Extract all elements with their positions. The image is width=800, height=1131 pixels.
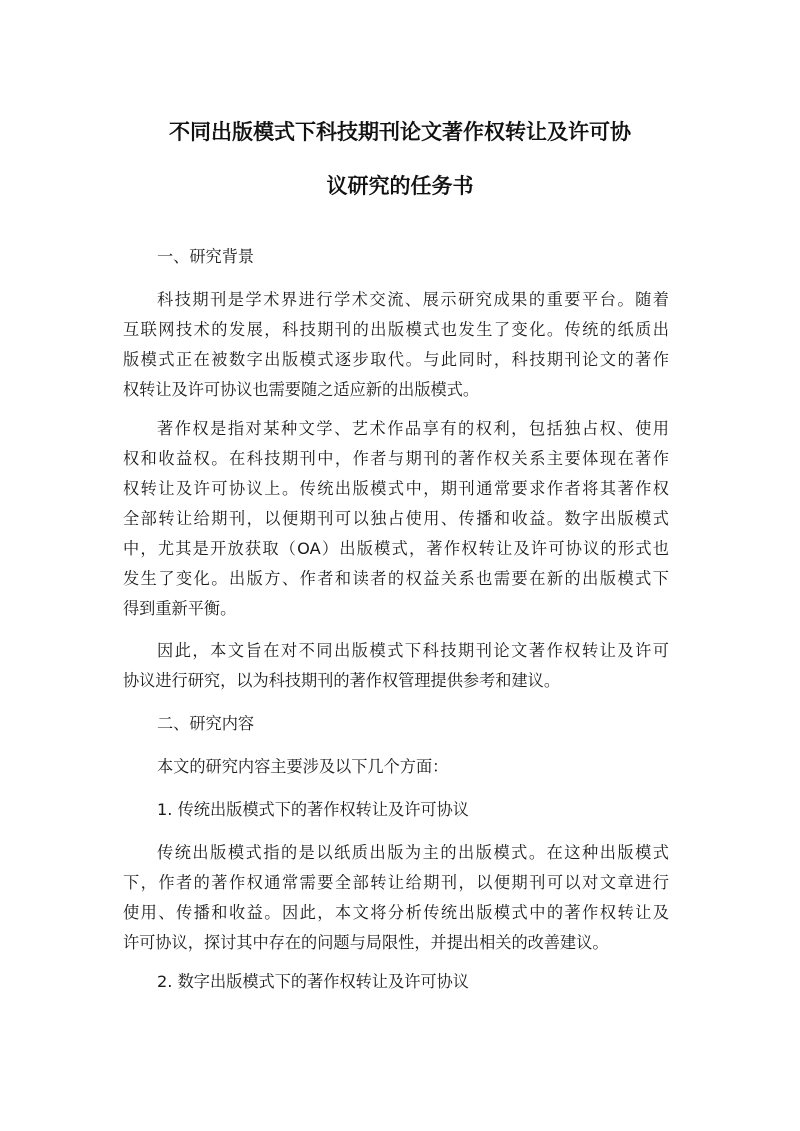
paragraph-background-3 (123, 636, 669, 696)
text-line: 协议进行研究，以为科技期刊的著作权管理提供参考和建议。 (123, 671, 561, 690)
paragraph-item-1 (123, 838, 669, 958)
text-line: 权转让及许可协议上。传统出版模式中，期刊通常要求作者将其著作权 (123, 479, 669, 498)
text-line: 著作权是指对某种文学、艺术作品享有的权利，包括独占权、使用 (157, 419, 669, 438)
section-heading-background: 一、研究背景 (157, 247, 255, 266)
paragraph-background-2 (123, 414, 669, 624)
item-1-heading: 1. 传统出版模式下的著作权转让及许可协议 (157, 800, 469, 819)
document-title-line-1: 不同出版模式下科技期刊论文著作权转让及许可协 (169, 120, 631, 144)
section-heading-content: 二、研究内容 (157, 714, 255, 733)
text-line: 权转让及许可协议也需要随之适应新的出版模式。 (123, 380, 480, 399)
text-line: 传统出版模式指的是以纸质出版为主的出版模式。在这种出版模式 (157, 843, 669, 862)
text-line: 发生了变化。出版方、作者和读者的权益关系也需要在新的出版模式下 (123, 569, 669, 588)
text-line: 许可协议，探讨其中存在的问题与局限性，并提出相关的改善建议。 (123, 933, 609, 952)
paragraph-background-1 (123, 285, 669, 405)
text-line: 因此，本文旨在对不同出版模式下科技期刊论文著作权转让及许可 (157, 641, 669, 660)
text-line: 下，作者的著作权通常需要全部转让给期刊，以便期刊可以对文章进行 (123, 873, 669, 892)
content-intro: 本文的研究内容主要涉及以下几个方面： (157, 757, 449, 776)
document-title-line-2: 议研究的任务书 (326, 174, 474, 198)
text-line: 全部转让给期刊，以便期刊可以独占使用、传播和收益。数字出版模式 (123, 509, 669, 528)
text-line: 互联网技术的发展，科技期刊的出版模式也发生了变化。传统的纸质出 (123, 320, 669, 339)
text-line: 中，尤其是开放获取（OA）出版模式，著作权转让及许可协议的形式也 (123, 539, 669, 558)
text-line: 得到重新平衡。 (123, 599, 237, 618)
text-line: 使用、传播和收益。因此，本文将分析传统出版模式中的著作权转让及 (123, 903, 669, 922)
item-2-heading: 2. 数字出版模式下的著作权转让及许可协议 (157, 972, 469, 991)
text-line: 科技期刊是学术界进行学术交流、展示研究成果的重要平台。随着 (157, 290, 669, 309)
text-line: 权和收益权。在科技期刊中，作者与期刊的著作权关系主要体现在著作 (123, 449, 669, 468)
text-line: 版模式正在被数字出版模式逐步取代。与此同时，科技期刊论文的著作 (123, 350, 669, 369)
